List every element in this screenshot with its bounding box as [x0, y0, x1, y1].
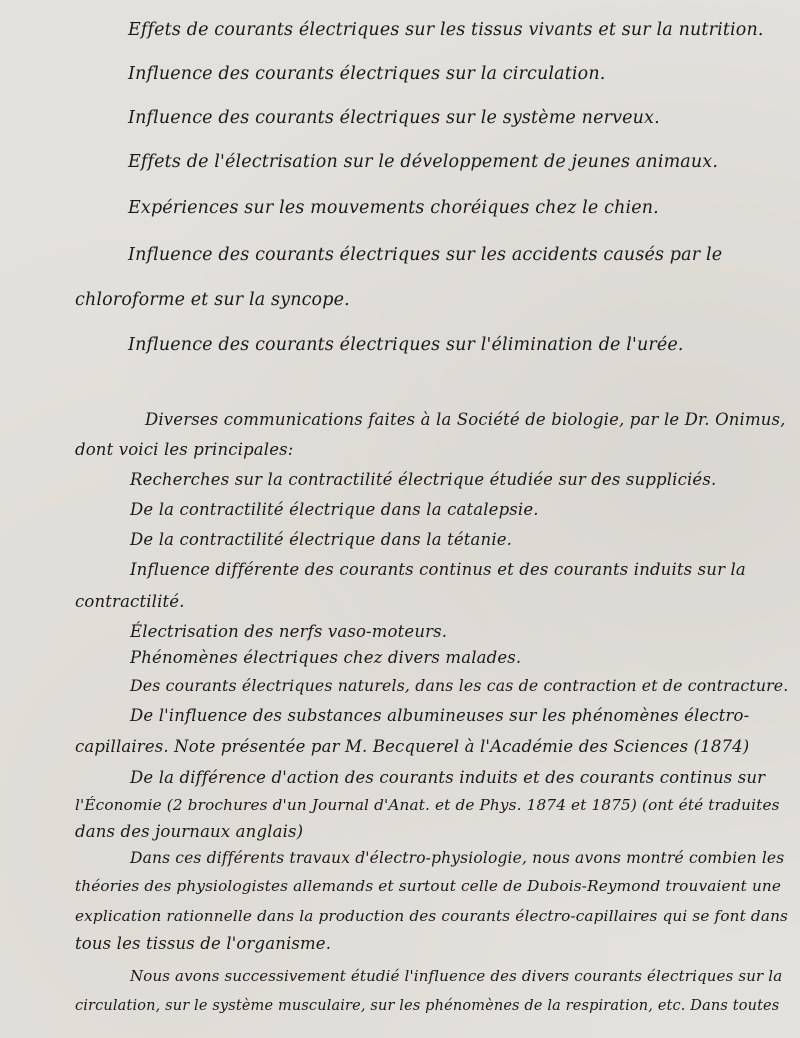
text-line: Des courants électriques naturels, dans les cas de contraction et de contracture. [130, 676, 789, 695]
text-line: tous les tissus de l'organisme. [75, 934, 332, 953]
text-line: dans des journaux anglais) [75, 822, 304, 841]
text-line: Recherches sur la contractilité électrique étudiée sur des suppliciés. [130, 470, 717, 489]
text-line: Dans ces différents travaux d'électro-physiologie, nous avons montré combien les [130, 849, 785, 867]
text-line: Diverses communications faites à la Société de biologie, par le Dr. Onimus, [145, 410, 786, 429]
text-line: De la contractilité électrique dans la tétanie. [130, 530, 513, 549]
text-line: circulation, sur le système musculaire, sur les phénomènes de la respiration, etc. Dans toutes [75, 998, 780, 1014]
text-line: Effets de l'électrisation sur le développement de jeunes animaux. [128, 152, 719, 172]
text-line: contractilité. [75, 592, 185, 611]
text-line: Électrisation des nerfs vaso-moteurs. [130, 622, 448, 641]
text-line: l'Économie (2 brochures d'un Journal d'Anat. et de Phys. 1874 et 1875) (ont été traduites [75, 796, 780, 814]
text-line: Influence des courants électriques sur le système nerveux. [128, 108, 660, 128]
text-line: Influence des courants électriques sur la circulation. [128, 64, 606, 84]
text-line: capillaires. Note présentée par M. Becquerel à l'Académie des Sciences (1874) [75, 737, 750, 756]
text-line: chloroforme et sur la syncope. [75, 290, 350, 310]
text-line: explication rationnelle dans la production des courants électro-capillaires qui se font dans [75, 907, 789, 925]
text-line: Influence des courants électriques sur les accidents causés par le [128, 245, 723, 265]
text-line: Influence des courants électriques sur l'élimination de l'urée. [128, 335, 684, 355]
text-line: Phénomènes électriques chez divers malades. [130, 648, 522, 667]
text-line: Effets de courants électriques sur les tissus vivants et sur la nutrition. [128, 20, 764, 40]
text-line: Nous avons successivement étudié l'influence des divers courants électriques sur la [130, 967, 783, 985]
text-line: De l'influence des substances albumineuses sur les phénomènes électro- [130, 706, 750, 725]
text-line: théories des physiologistes allemands et surtout celle de Dubois-Reymond trouvaient une [75, 877, 782, 895]
text-line: De la différence d'action des courants induits et des courants continus sur [130, 768, 766, 787]
text-line: Influence différente des courants continus et des courants induits sur la [130, 560, 746, 579]
text-line: dont voici les principales: [75, 440, 294, 459]
text-line: Expériences sur les mouvements choréiques chez le chien. [128, 198, 659, 218]
text-line: De la contractilité électrique dans la catalepsie. [130, 500, 539, 519]
